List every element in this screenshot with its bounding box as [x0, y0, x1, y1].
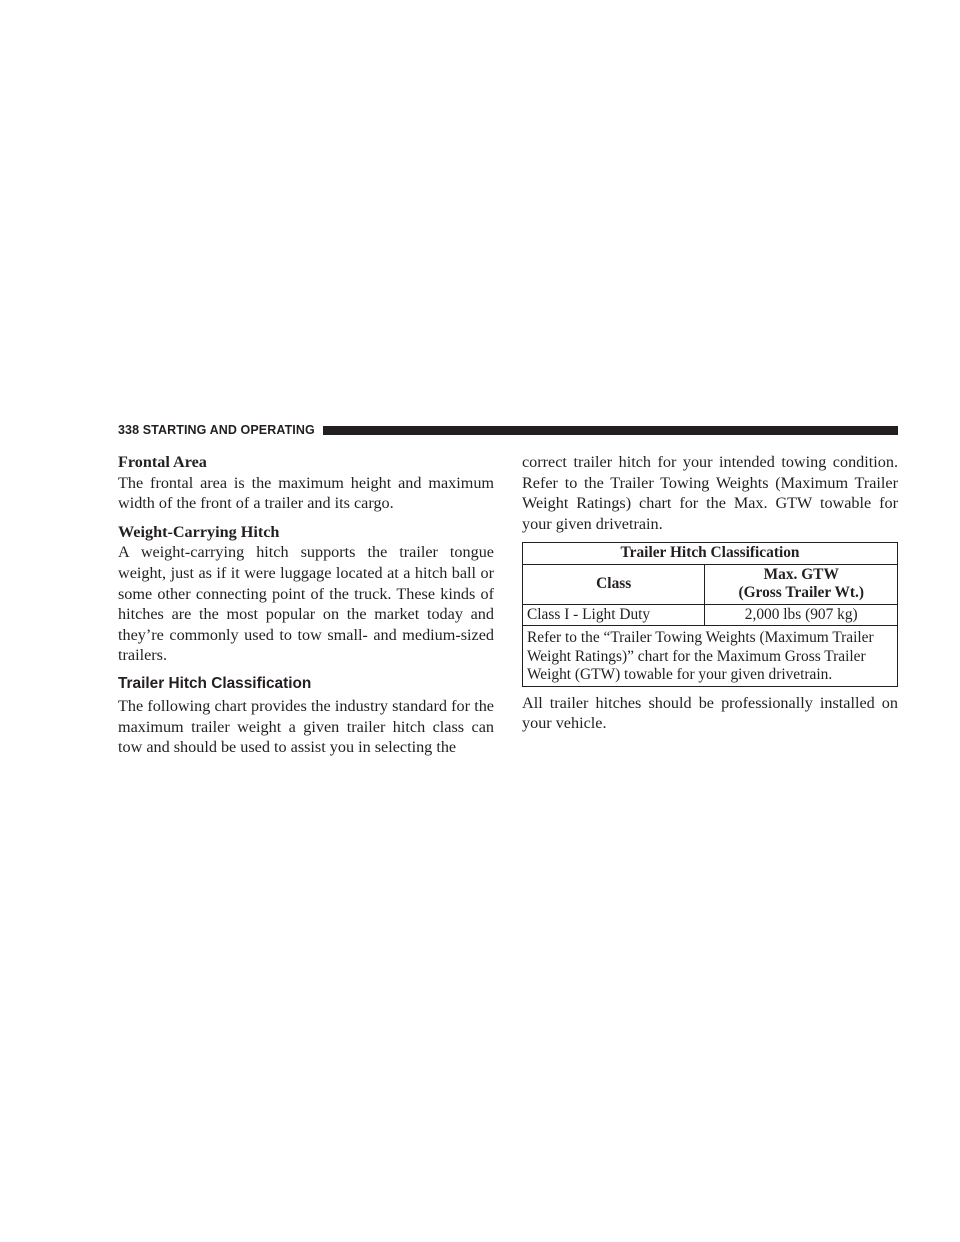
column-header-max-gtw	[705, 564, 898, 604]
left-column	[118, 452, 494, 758]
table-note: Refer to the “Trailer Towing Weights (Maximum Trailer Weight Ratings)” chart for the Maximum Gross Trailer Weight (GTW) towable for your given drivetrain.	[523, 626, 898, 687]
cell-class: Class I - Light Duty	[523, 604, 705, 626]
table-row	[523, 604, 898, 626]
weight-carrying-hitch-heading: Weight-Carrying Hitch	[118, 522, 280, 541]
page-number-section-title: 338 STARTING AND OPERATING	[118, 423, 315, 437]
column-header-class: Class	[523, 564, 705, 604]
cell-max-gtw: 2,000 lbs (907 kg)	[705, 604, 898, 626]
classification-text: The following chart provides the industry standard for the maximum trailer weight a given trailer hitch class can tow and should be used to assist you in selecting the	[118, 696, 494, 757]
classification-heading: Trailer Hitch Classification	[118, 674, 312, 692]
header-rule	[323, 426, 898, 435]
page-header	[118, 421, 898, 439]
table-header-row	[523, 564, 898, 604]
frontal-area-text: The frontal area is the maximum height and maximum width of the front of a trailer and its cargo.	[118, 473, 494, 513]
closing-text: All trailer hitches should be professionally installed on your vehicle.	[522, 693, 898, 733]
column-header-max-gtw-line1: Max. GTW	[763, 565, 839, 583]
table-title-row	[523, 543, 898, 565]
hitch-classification-table	[522, 542, 898, 687]
table-note-row	[523, 626, 898, 687]
column-header-max-gtw-line2: (Gross Trailer Wt.)	[738, 584, 864, 602]
table-title: Trailer Hitch Classification	[523, 543, 898, 565]
right-column	[522, 452, 898, 734]
continued-text: correct trailer hitch for your intended towing condition. Refer to the Trailer Towing Weights (Maximum Trailer Weight Ratings) chart for the Max. GTW towable for your given drivetrain.	[522, 453, 898, 533]
weight-carrying-hitch-text: A weight-carrying hitch supports the trailer tongue weight, just as if it were luggage located at a hitch ball or some other connecting point of the truck. These kinds of hitches are the most popular on the market today and they’re commonly used to tow small- and medium-sized trailers.	[118, 543, 494, 665]
frontal-area-heading: Frontal Area	[118, 453, 207, 471]
spacer	[118, 514, 494, 522]
